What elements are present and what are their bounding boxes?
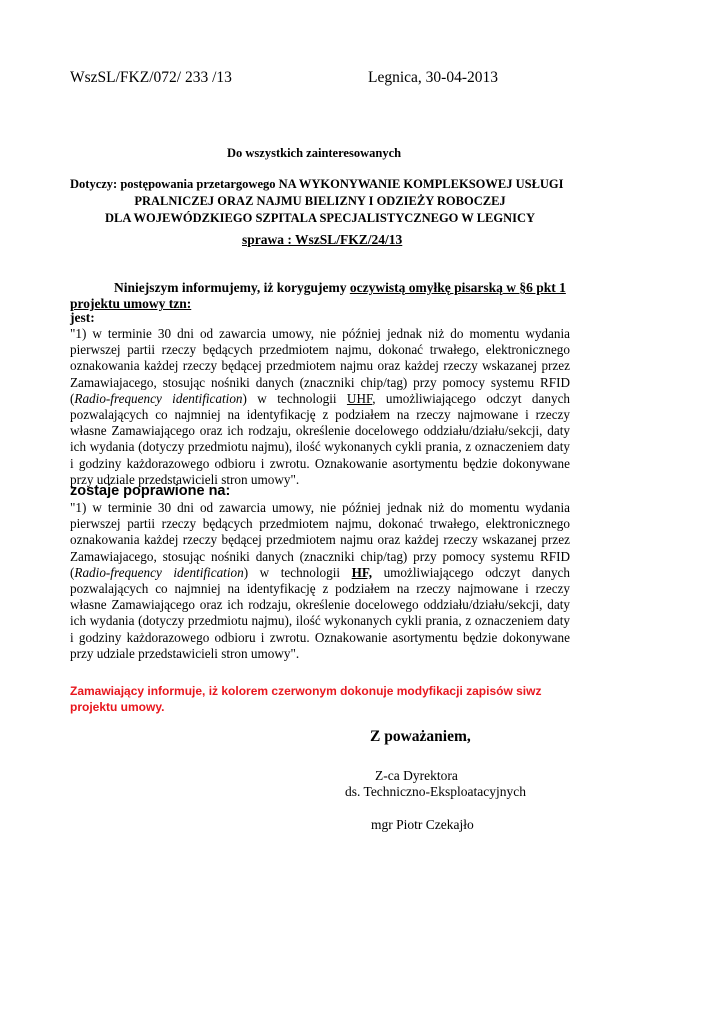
paragraph-corrected-part1: "1) w terminie 30 dni od zawarcia umowy, nie później jednak niż do momentu wydania pierwszej partii rzeczy będących przedmiotem najmu, dokonać trwałego, elektronicznego oznakowania każdej rzeczy będącej przedmiotem najmu oraz każdej rzeczy wskazanej przez Zamawiajacego, stosując nośniki danych (znaczniki chip/tag) przy pomocy systemu RFID ( [70,500,570,580]
intro-underlined: oczywistą omyłkę pisarską w §6 pkt 1 projektu umowy tzn: [70,280,566,311]
signatory-name: mgr Piotr Czekajło [371,817,474,832]
case-number: sprawa : WszSL/FKZ/24/13 [242,232,403,247]
subject-block [70,176,570,227]
signatory-title-2: ds. Techniczno-Eksploatacyjnych [345,784,526,799]
paragraph-original-part2: ) w technologii [242,390,347,406]
paragraph-original-tech: UHF [346,390,373,406]
label-corrected: zostaje poprawione na: [70,483,231,499]
subject-line-1-rest: NA WYKONYWANIE KOMPLEKSOWEJ USŁUGI [275,177,564,191]
paragraph-original-part1: "1) w terminie 30 dni od zawarcia umowy, nie później jednak niż do momentu wydania pierwszej partii rzeczy będących przedmiotem najmu, dokonać trwałego, elektronicznego oznakowania każdej rzeczy będącej przedmiotem najmu oraz każdej rzeczy wskazanej przez Zamawiajacego, stosując nośniki danych (znaczniki chip/tag) przy pomocy systemu RFID ( [70,326,570,406]
signatory-title-1: Z-ca Dyrektora [375,768,458,783]
closing-regards: Z poważaniem, [370,728,471,745]
subject-prefix: Dotyczy: postępowania przetargowego [70,177,276,191]
paragraph-corrected-part2: ) w technologii [243,564,352,580]
addressee: Do wszystkich zainteresowanych [227,146,402,160]
paragraph-corrected-tech: HF, [351,564,373,580]
subject-line-2: PRALNICZEJ ORAZ NAJMU BIELIZNY I ODZIEŻY ROBOCZEJ [134,194,506,208]
paragraph-corrected [70,500,570,662]
subject-line-1 [70,176,570,193]
modification-notice: Zamawiający informuje, iż kolorem czerwonym dokonuje modyfikacji zapisów siwz projektu umowy. [70,684,542,714]
place-date: Legnica, 30-04-2013 [368,69,498,86]
intro-paragraph [70,280,572,312]
document-reference: WszSL/FKZ/072/ 233 /13 [70,69,232,86]
subject-line-3: DLA WOJEWÓDZKIEGO SZPITALA SPECJALISTYCZNEGO W LEGNICY [104,211,536,225]
intro-text: Niniejszym informujemy, iż korygujemy [114,280,350,295]
label-is: jest: [70,310,95,325]
paragraph-corrected-part3: umożliwiającego odczyt danych pozwalających co najmniej na identyfikację z podziałem na rzeczy najmowane i rzeczy własne Zamawiającego oraz ich rodzaju, określenie docelowego oddziału/działu/sekcji, daty ich wydania (dotyczy przedmiotu najmu), ilość wykonanych cykli prania, z oznaczeniem daty i godziny każdorazowego odbioru i zwrotu. Oznakowanie asortymentu będzie dokonywane przy udziale przedstawicieli stron umowy". [70,564,571,661]
paragraph-corrected-italic: Radio-frequency identification [74,564,244,580]
paragraph-original [70,326,570,488]
paragraph-original-italic: Radio-frequency identification [74,390,243,406]
paragraph-original-part3: , umożliwiającego odczyt danych pozwalających co najmniej na identyfikację z podziałem na rzeczy najmowane i rzeczy własne Zamawiającego oraz ich rodzaju, określenie docelowego oddziału/działu/sekcji, daty ich wydania (dotyczy przedmiotu najmu), ilość wykonanych cykli prania, z oznaczeniem daty i godziny każdorazowego odbioru i zwrotu. Oznakowanie asortymentu będzie dokonywane przy udziale przedstawicieli stron umowy". [70,390,571,487]
